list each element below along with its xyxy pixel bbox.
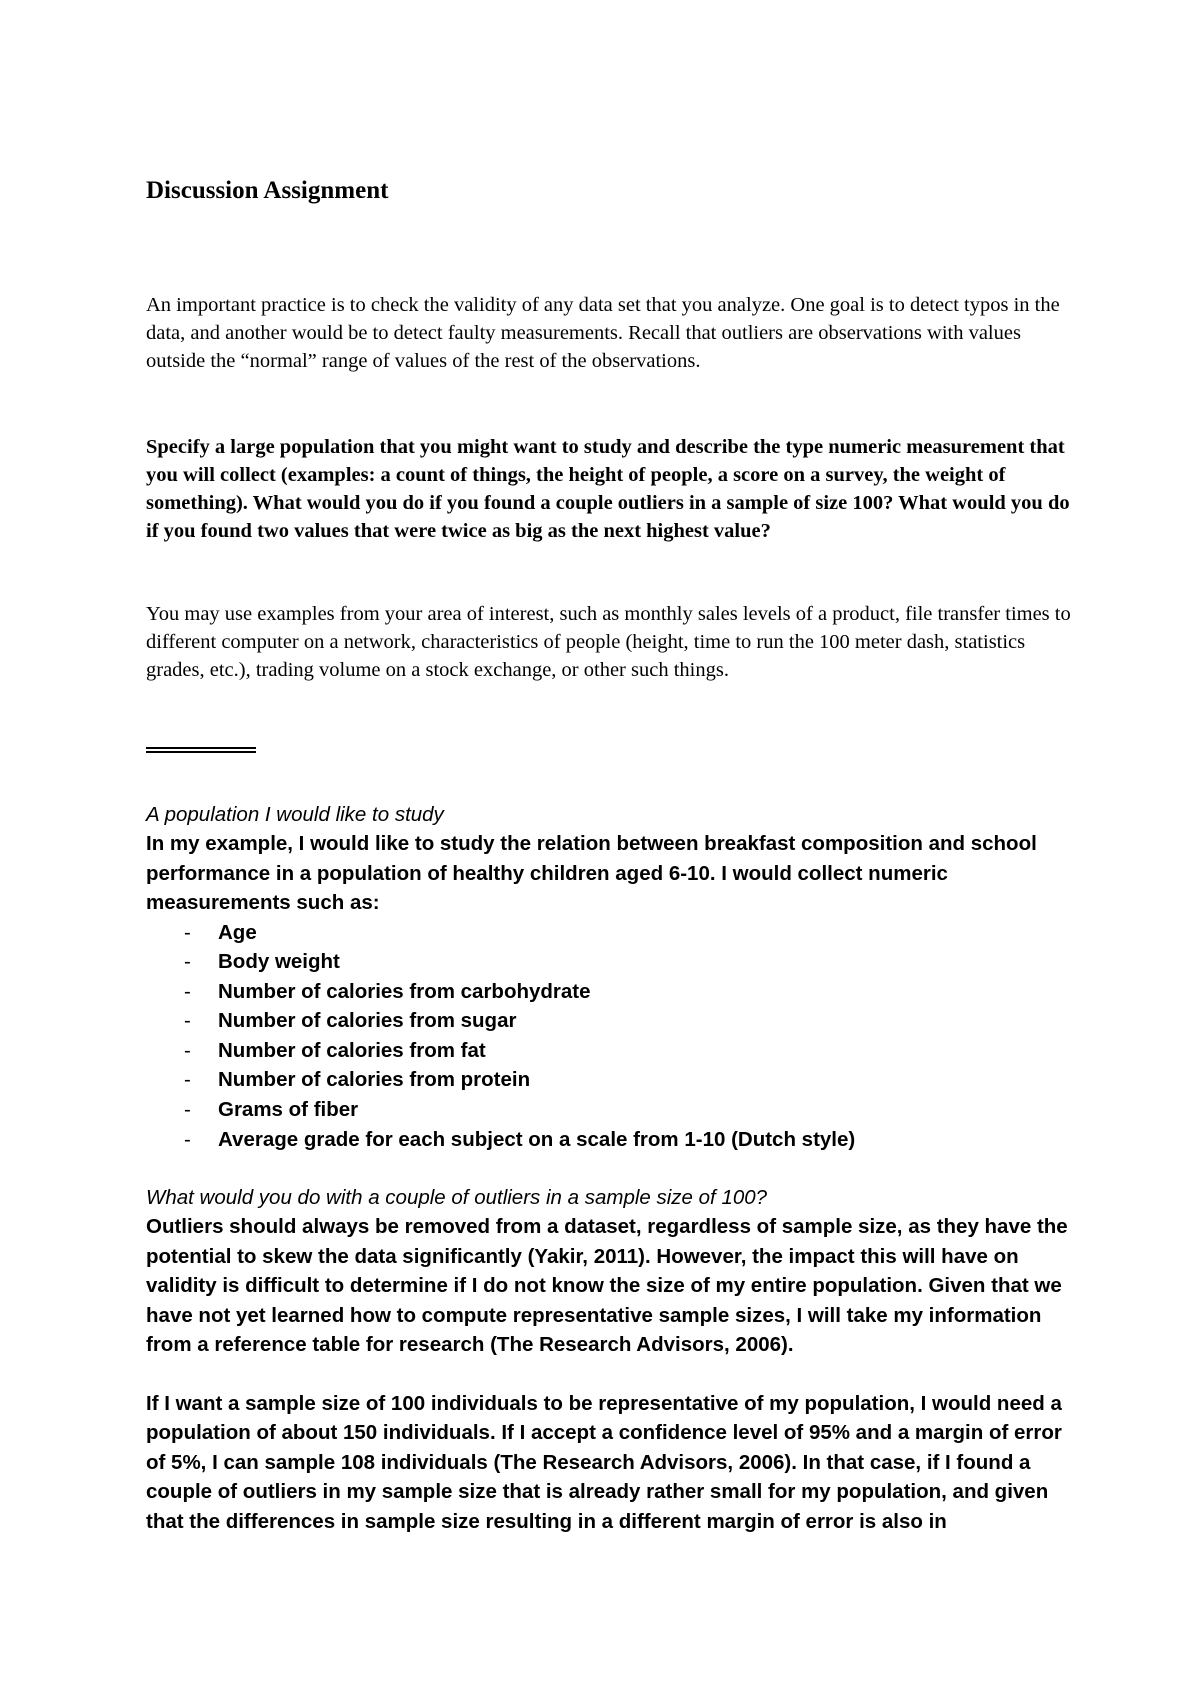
sample-size-paragraph: If I want a sample size of 100 individuals to be representative of my population, I would need a population of about 150 individuals. If I accept a confidence level of 95% and a margin of error of 5%, I can sample 108 individuals (The Research Advisors, 2006). In that case, if I found a couple of outliers in my sample size that is already rather small for my population, and given that the differences in sample size resulting in a different margin of error is also in [146,1391,1062,1533]
examples-paragraph: You may use examples from your area of interest, such as monthly sales levels of a product, file transfer times to different computer on a network, characteristics of people (height, time to run the 100 meter dash, statistics grades, etc.), trading volume on a stock exchange, or other such things. [146,603,1071,681]
list-marker: - [184,1127,191,1151]
list-item: - Number of calories from protein [146,1065,1086,1095]
list-marker: - [184,979,191,1003]
intro-paragraph: An important practice is to check the validity of any data set that you analyze. One goal is to detect typos in the data, and another would be to detect faulty measurements. Recall that outliers are observations with values outside the “normal” range of values of the rest of the observations. [146,294,1060,372]
list-item: - Grams of fiber [146,1095,1086,1125]
list-item: - Number of calories from fat [146,1036,1086,1066]
list-item: - Age [146,918,1086,948]
list-marker: - [184,1068,191,1092]
section-divider [146,747,256,753]
list-marker: - [184,920,191,944]
list-marker: - [184,1009,191,1033]
list-marker: - [184,950,191,974]
list-marker: - [184,1038,191,1062]
answer-section [146,800,1086,1536]
outliers-heading: What would you do with a couple of outliers in a sample size of 100? [146,1186,768,1210]
list-item: - Average grade for each subject on a scale from 1-10 (Dutch style) [146,1125,1086,1155]
list-item: - Body weight [146,947,1086,977]
population-heading: A population I would like to study [146,803,444,826]
document-title: Discussion Assignment [146,177,389,204]
measurement-list [146,918,1086,1155]
list-item: - Number of calories from carbohydrate [146,977,1086,1007]
outliers-paragraph: Outliers should always be removed from a dataset, regardless of sample size, as they have the potential to skew the data significantly (Yakir, 2011). However, the impact this will have on validity is difficult to determine if I do not know the size of my entire population. Given that we have not yet learned how to compute representative sample sizes, I will take my information from a reference table for research (The Research Advisors, 2006). [146,1215,1068,1357]
list-marker: - [184,1098,191,1122]
population-paragraph: In my example, I would like to study the relation between breakfast composition and school performance in a population of healthy children aged 6-10. I would collect numeric measurements such as: [146,832,1037,914]
list-item: - Number of calories from sugar [146,1006,1086,1036]
assignment-prompt: Specify a large population that you might want to study and describe the type numeric measurement that you will collect (examples: a count of things, the height of people, a score on a survey, the weight of something). What would you do if you found a couple outliers in a sample of size 100? What would you do if you found two values that were twice as big as the next highest value? [146,436,1070,542]
